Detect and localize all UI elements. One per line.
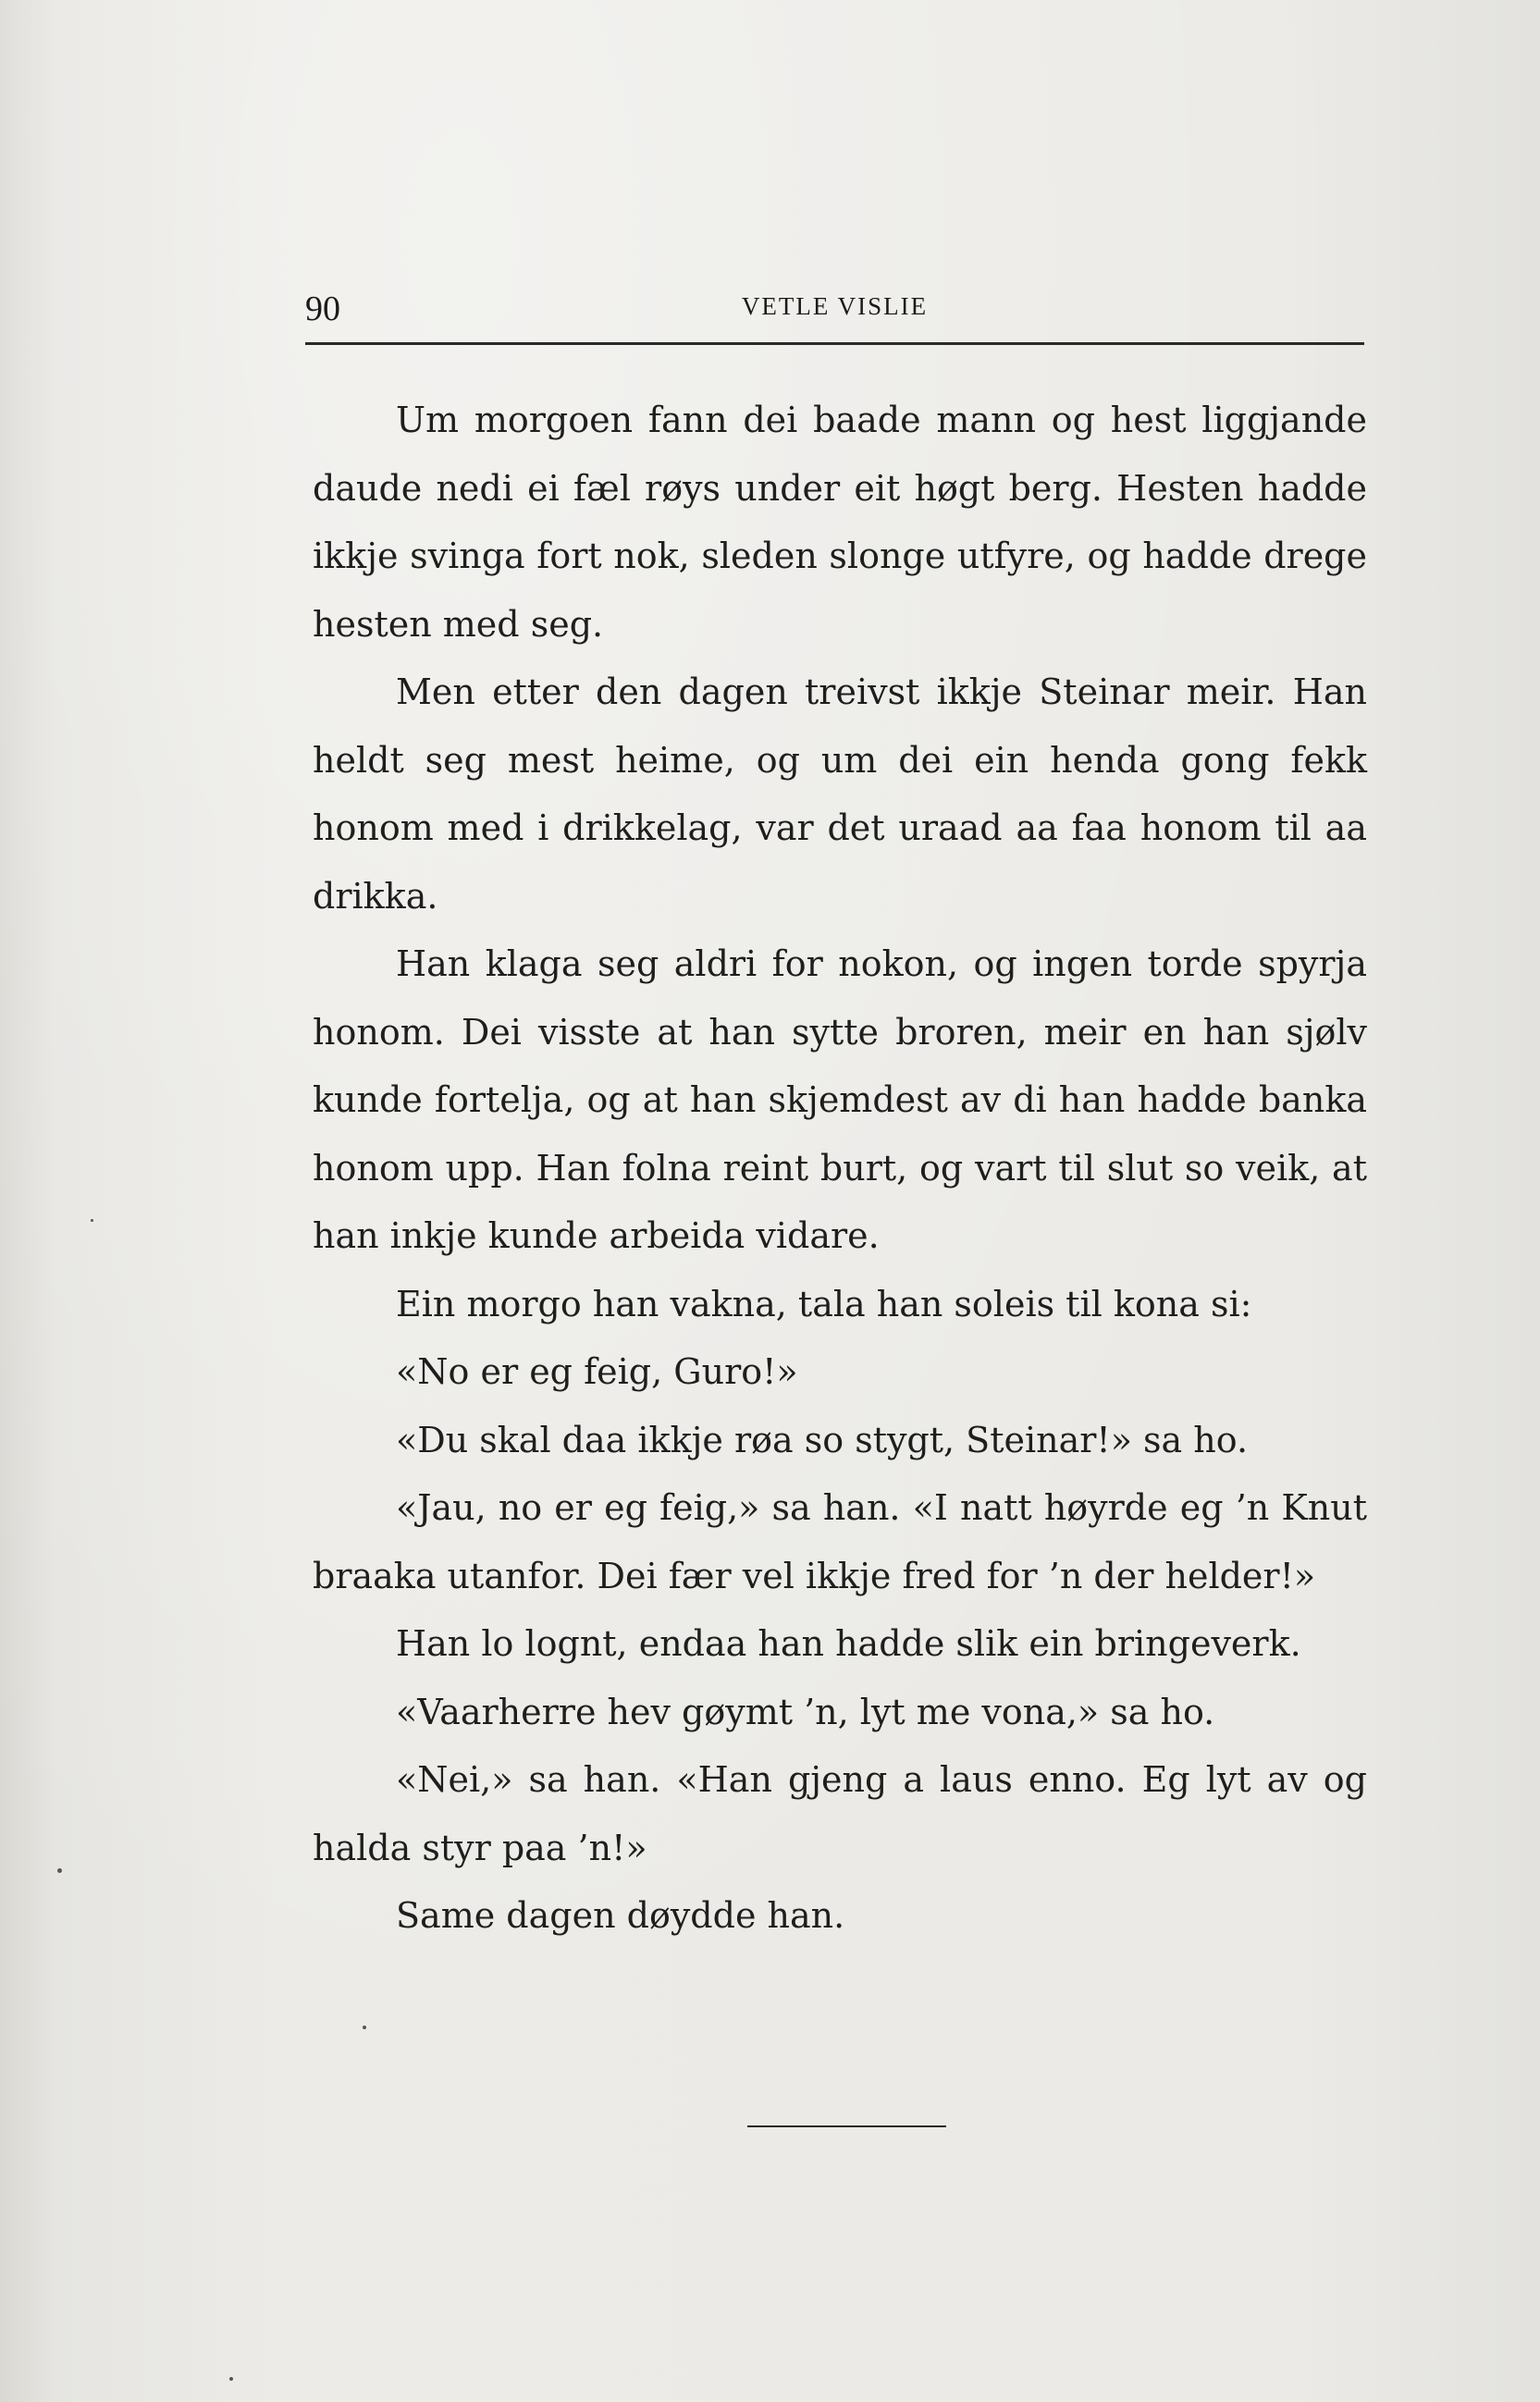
paragraph: «Du skal daa ikkje røa so stygt, Steinar!» sa ho. (396, 1419, 1249, 1460)
paragraph: Same dagen døydde han. (396, 1895, 845, 1936)
page-header (305, 277, 1364, 333)
paper-speck (229, 2377, 233, 2381)
page-number: 90 (305, 289, 340, 328)
body-text (313, 387, 1367, 1951)
header-rule (305, 342, 1364, 345)
paragraph: Han lo lognt, endaa han hadde slik ein bringeverk. (396, 1623, 1301, 1664)
end-rule (747, 2125, 946, 2127)
paragraph: «No er eg feig, Guro!» (396, 1351, 798, 1392)
paragraph: Men etter den dagen treivst ikkje Steinar meir. Han heldt seg mest heime, og um dei ein henda gong fekk honom med i drikkelag, var det uraad aa faa honom til aa drikka. (313, 671, 1367, 917)
paragraph: «Jau, no er eg feig,» sa han. «I natt høyrde eg ’n Knut braaka utanfor. Dei fær vel ikkje fred for ’n der helder!» (313, 1487, 1367, 1596)
paragraph: «Vaarherre hev gøymt ’n, lyt me vona,» sa ho. (396, 1691, 1215, 1732)
paragraph: Um morgoen fann dei baade mann og hest liggjande daude nedi ei fæl røys under eit høgt berg. Hesten hadde ikkje svinga fort nok, sleden slonge utfyre, og hadde drege hesten med seg. (313, 400, 1367, 645)
paragraph: «Nei,» sa han. «Han gjeng a laus enno. Eg lyt av og halda styr paa ’n!» (313, 1759, 1367, 1868)
paragraph: Ein morgo han vakna, tala han soleis til kona si: (396, 1283, 1252, 1324)
paragraph: Han klaga seg aldri for nokon, og ingen torde spyrja honom. Dei visste at han sytte broren, meir en han sjølv kunde fortelja, og at han skjemdest av di han hadde banka honom upp. Han folna reint burt, og vart til slut so veik, at han inkje kunde arbeida vidare. (313, 943, 1367, 1256)
paper-speck (91, 1219, 93, 1222)
running-head: VETLE VISLIE (741, 292, 929, 320)
paper-speck (57, 1868, 62, 1873)
paper-speck (363, 2026, 366, 2029)
